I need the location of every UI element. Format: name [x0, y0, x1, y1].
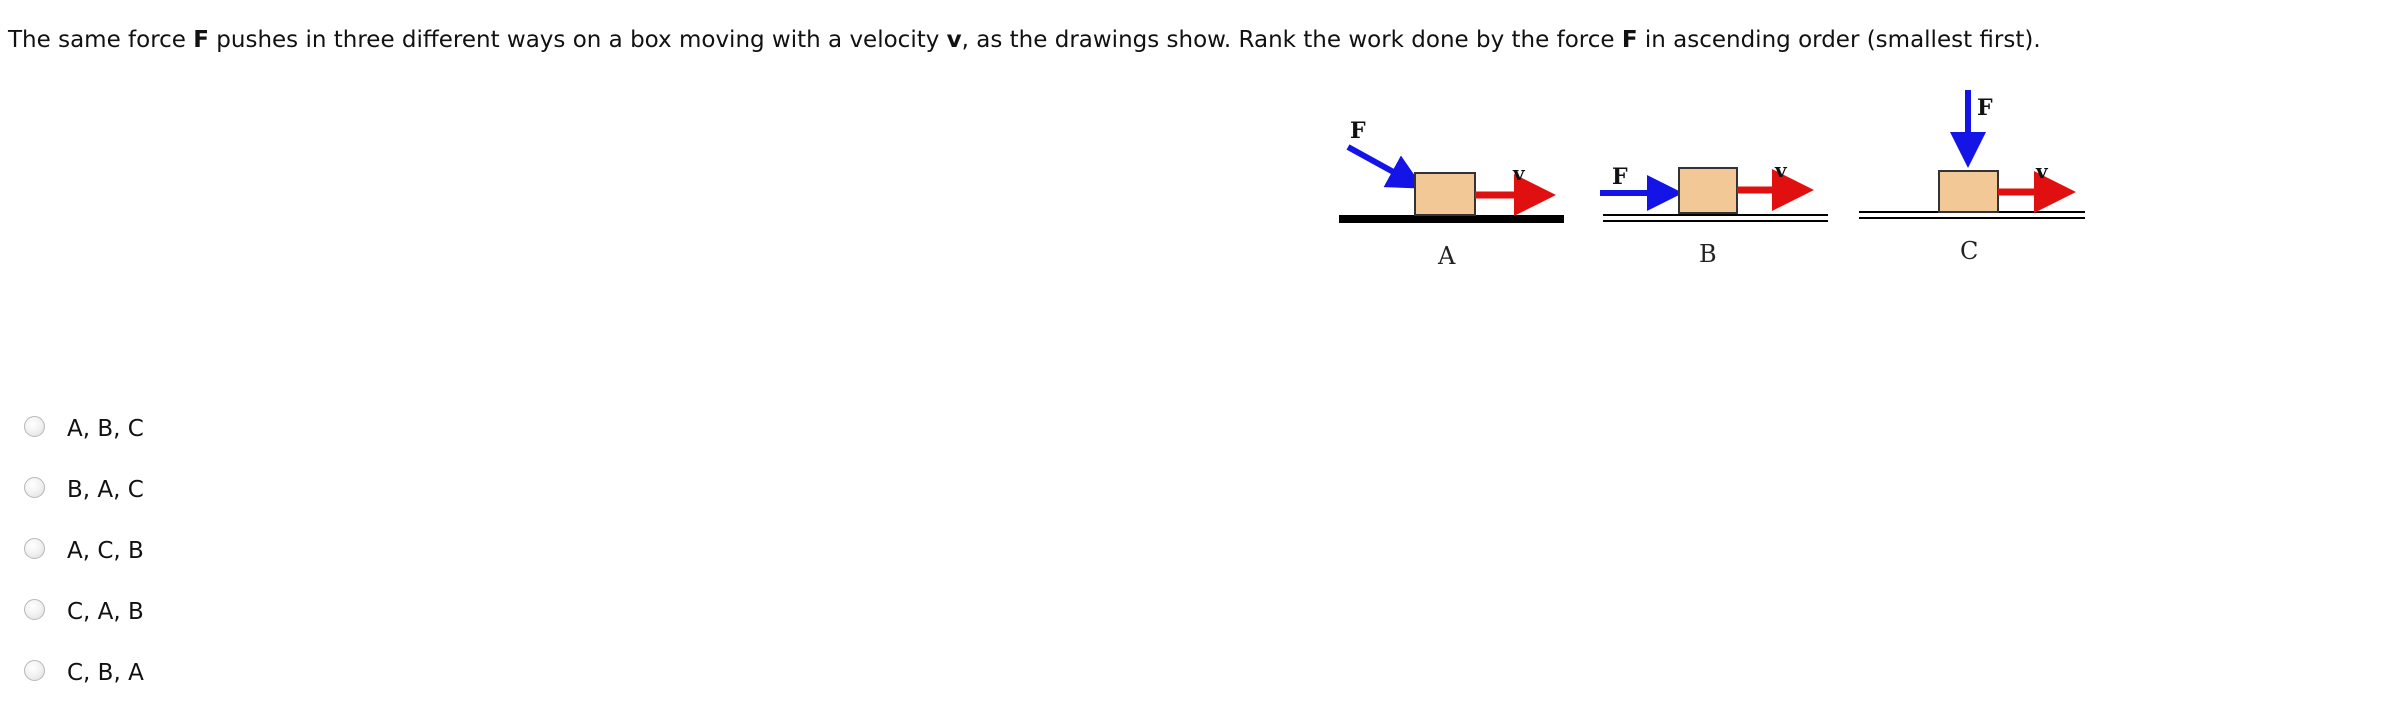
panel-a-ground	[1339, 215, 1564, 223]
panel-a-velocity-label: v	[1513, 161, 1525, 185]
radio-button[interactable]	[24, 416, 45, 437]
option-3[interactable]	[24, 520, 144, 581]
panel-a-box	[1415, 173, 1475, 215]
option-label: A, C, B	[67, 537, 144, 564]
panel-b-label: B	[1699, 240, 1717, 268]
panel-b-box	[1679, 168, 1737, 213]
question-part-3: , as the drawings show. Rank the work done by the force	[961, 27, 1622, 53]
question-text	[8, 24, 2041, 56]
panel-a-force-label: F	[1350, 118, 1366, 144]
question-force-symbol: F	[193, 27, 209, 53]
panel-b-velocity-label: v	[1775, 158, 1787, 182]
panel-c-box	[1939, 171, 1998, 212]
panel-a	[1339, 118, 1564, 270]
option-label: B, A, C	[67, 476, 144, 503]
option-label: C, B, A	[67, 659, 144, 686]
option-2[interactable]	[24, 459, 144, 520]
option-4[interactable]	[24, 581, 144, 642]
panel-c-label: C	[1960, 237, 1979, 265]
radio-button[interactable]	[24, 660, 45, 681]
panel-b-force-label: F	[1612, 164, 1628, 190]
panel-c	[1859, 90, 2085, 265]
panel-b	[1600, 158, 1828, 268]
radio-button[interactable]	[24, 538, 45, 559]
question-velocity-symbol: v	[946, 27, 962, 53]
answer-options	[24, 398, 144, 703]
option-label: C, A, B	[67, 598, 144, 625]
option-5[interactable]	[24, 642, 144, 703]
force-diagram	[1330, 82, 2110, 282]
question-part-4: in ascending order (smallest first).	[1637, 27, 2041, 53]
radio-button[interactable]	[24, 477, 45, 498]
option-1[interactable]	[24, 398, 144, 459]
panel-c-force-label: F	[1977, 95, 1993, 121]
radio-button[interactable]	[24, 599, 45, 620]
force-diagram-svg	[1330, 82, 2110, 282]
panel-a-label: A	[1438, 242, 1456, 270]
panel-a-force-arrow	[1348, 147, 1408, 180]
question-force-symbol-2: F	[1621, 27, 1638, 53]
panel-c-velocity-label: v	[2036, 159, 2048, 183]
option-label: A, B, C	[67, 415, 144, 442]
question-part-2: pushes in three different ways on a box moving with a velocity	[208, 27, 947, 53]
question-part-1: The same force	[8, 27, 194, 53]
